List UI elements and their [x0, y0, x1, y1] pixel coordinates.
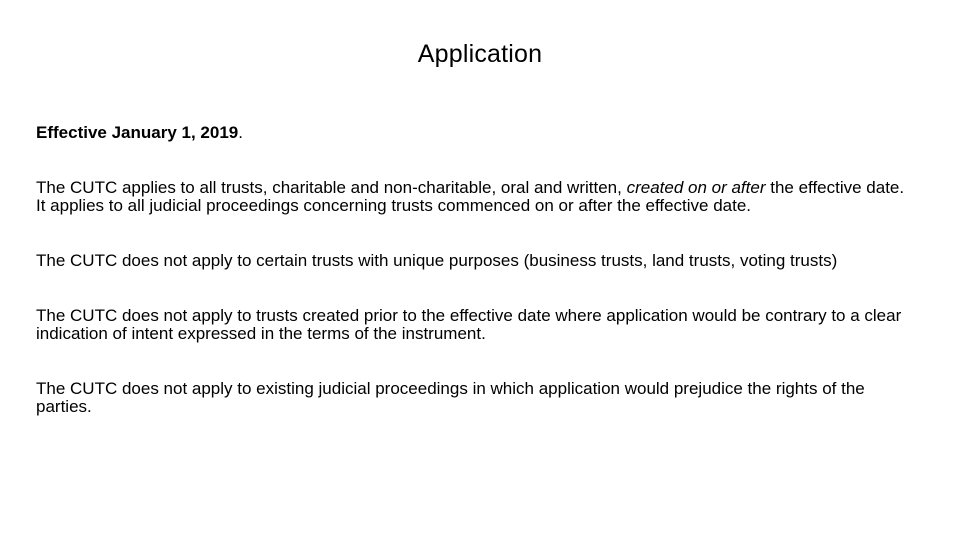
effective-date-suffix: . — [238, 123, 243, 142]
effective-date-line — [36, 124, 916, 142]
paragraph-applies-part2: the effective date. It applies to all judicial proceedings concerning trusts commenced on or after the effective date. — [36, 178, 905, 215]
slide-title: Application — [417, 40, 543, 68]
slide-body — [36, 124, 916, 453]
paragraph-applies — [36, 179, 916, 215]
paragraph-applies-italic: created on or after — [626, 178, 766, 197]
effective-date-bold: Effective January 1, 2019 — [36, 123, 239, 142]
paragraph-applies-part1: The CUTC applies to all trusts, charitable and non-charitable, oral and written, — [36, 178, 627, 197]
paragraph-prior-trusts: The CUTC does not apply to trusts created prior to the effective date where application would be contrary to a clear indication of intent expressed in the terms of the instrument. — [36, 306, 902, 343]
paragraph-existing-proceedings: The CUTC does not apply to existing judicial proceedings in which application would prejudice the rights of the parties. — [36, 379, 865, 416]
paragraph-unique-purposes: The CUTC does not apply to certain trusts with unique purposes (business trusts, land trusts, voting trusts) — [36, 251, 838, 270]
